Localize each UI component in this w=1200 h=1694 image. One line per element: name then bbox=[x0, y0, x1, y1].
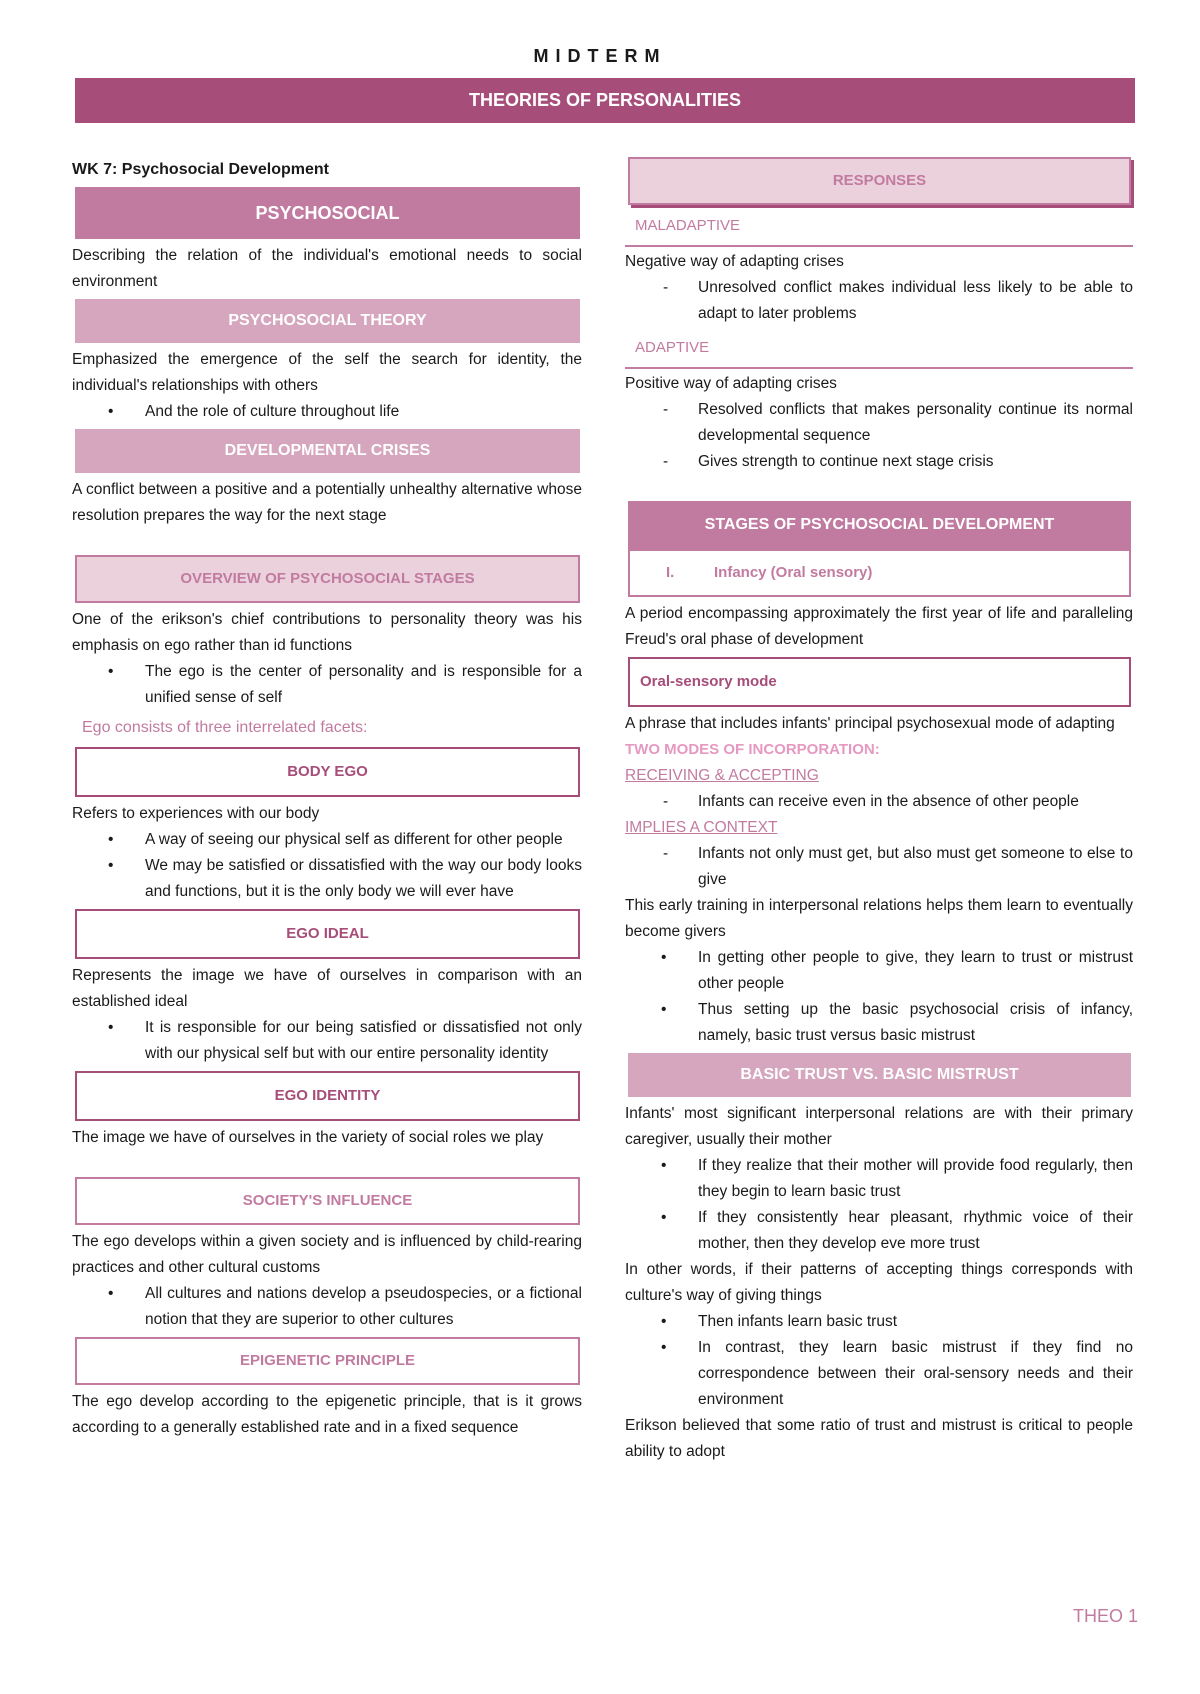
overview-text: One of the erikson's chief contributions to personality theory was his emphasis on ego rather than id functions bbox=[72, 611, 582, 654]
list-item: • Thus setting up the basic psychosocial crisis of infancy, namely, basic trust versus basic mistrust bbox=[625, 997, 1133, 1049]
psychosocial-theory-text: Emphasized the emergence of the self the search for identity, the individual's relationships with others bbox=[72, 351, 582, 394]
right-column bbox=[625, 157, 1133, 1465]
list-item: - Resolved conflicts that makes personality continue its normal developmental sequence bbox=[625, 397, 1133, 449]
list-item: • All cultures and nations develop a pseudospecies, or a fictional notion that they are superior to other cultures bbox=[72, 1281, 582, 1333]
developmental-crises-heading: DEVELOPMENTAL CRISES bbox=[75, 429, 580, 473]
list-item: • And the role of culture throughout life bbox=[72, 399, 582, 425]
ego-identity-heading: EGO IDENTITY bbox=[75, 1071, 580, 1121]
epigenetic-principle-text: The ego develop according to the epigenetic principle, that is it grows according to a generally established rate and in a fixed sequence bbox=[72, 1393, 582, 1436]
society-influence-heading: SOCIETY'S INFLUENCE bbox=[75, 1177, 580, 1225]
society-influence-text: The ego develops within a given society and is influenced by child-rearing practices and other cultural customs bbox=[72, 1233, 582, 1276]
page-title: MIDTERM bbox=[533, 46, 667, 66]
list-item: - Infants not only must get, but also must get someone to else to give bbox=[625, 841, 1133, 893]
ego-ideal-heading: EGO IDEAL bbox=[75, 909, 580, 959]
maladaptive-list bbox=[625, 275, 1133, 327]
oral-sensory-text: A phrase that includes infants' principal psychosexual mode of adapting bbox=[625, 715, 1115, 732]
list-item: - Infants can receive even in the absence of other people bbox=[625, 789, 1133, 815]
basic-trust-text: Infants' most significant interpersonal relations are with their primary caregiver, usually their mother bbox=[625, 1105, 1133, 1148]
mode-implies-context: IMPLIES A CONTEXT bbox=[625, 819, 778, 836]
list-item: - Gives strength to continue next stage crisis bbox=[625, 449, 1133, 475]
oral-sensory-heading: Oral-sensory mode bbox=[628, 657, 1131, 707]
list-item: • The ego is the center of personality and is responsible for a unified sense of self bbox=[72, 659, 582, 711]
stages-heading: STAGES OF PSYCHOSOCIAL DEVELOPMENT bbox=[628, 501, 1131, 549]
adaptive-list bbox=[625, 397, 1133, 475]
developmental-crises-text: A conflict between a positive and a potentially unhealthy alternative whose resolution prepares the way for the next stage bbox=[72, 481, 582, 524]
footer-label: THEO 1 bbox=[1072, 1606, 1138, 1626]
left-column bbox=[72, 157, 582, 1441]
infancy-number: I. bbox=[666, 564, 675, 581]
ego-facets-subheading: Ego consists of three interrelated facets: bbox=[82, 719, 368, 736]
adaptive-text: Positive way of adapting crises bbox=[625, 375, 837, 392]
mode1-list bbox=[625, 789, 1133, 815]
adaptive-label: ADAPTIVE bbox=[635, 339, 710, 356]
list-item: • In getting other people to give, they learn to trust or mistrust other people bbox=[625, 945, 1133, 997]
modes-heading: TWO MODES OF INCORPORATION: bbox=[625, 741, 880, 758]
overview-list bbox=[72, 659, 582, 711]
list-item: • In contrast, they learn basic mistrust if they find no correspondence between their oral-sensory needs and their environment bbox=[625, 1335, 1133, 1413]
divider bbox=[625, 245, 1133, 247]
basic-trust-heading: BASIC TRUST VS. BASIC MISTRUST bbox=[628, 1053, 1131, 1097]
psychosocial-theory-list bbox=[72, 399, 582, 425]
list-item: • It is responsible for our being satisfied or dissatisfied not only with our physical self but with our entire personality identity bbox=[72, 1015, 582, 1067]
divider bbox=[625, 367, 1133, 369]
ego-ideal-list bbox=[72, 1015, 582, 1067]
list-item: • Then infants learn basic trust bbox=[625, 1309, 1133, 1335]
psychosocial-text: Describing the relation of the individual's emotional needs to social environment bbox=[72, 247, 582, 290]
list-item: • If they consistently hear pleasant, rhythmic voice of their mother, then they develop eve more trust bbox=[625, 1205, 1133, 1257]
body-ego-heading: BODY EGO bbox=[75, 747, 580, 797]
body-ego-list bbox=[72, 827, 582, 905]
week-heading: WK 7: Psychosocial Development bbox=[72, 161, 329, 178]
basic-trust-text-2: In other words, if their patterns of accepting things corresponds with culture's way of giving things bbox=[625, 1261, 1133, 1304]
basic-trust-text-3: Erikson believed that some ratio of trust and mistrust is critical to people ability to adopt bbox=[625, 1417, 1133, 1460]
infancy-text: A period encompassing approximately the first year of life and paralleling Freud's oral phase of development bbox=[625, 605, 1133, 648]
mode2-list bbox=[625, 841, 1133, 893]
psychosocial-theory-heading: PSYCHOSOCIAL THEORY bbox=[75, 299, 580, 343]
responses-heading: RESPONSES bbox=[628, 157, 1131, 205]
mode-receiving-accepting: RECEIVING & ACCEPTING bbox=[625, 767, 819, 784]
oral-sensory-list bbox=[625, 945, 1133, 1049]
epigenetic-principle-heading: EPIGENETIC PRINCIPLE bbox=[75, 1337, 580, 1385]
list-item: • If they realize that their mother will provide food regularly, then they begin to learn basic trust bbox=[625, 1153, 1133, 1205]
ego-ideal-text: Represents the image we have of ourselves in comparison with an established ideal bbox=[72, 967, 582, 1010]
basic-trust-list bbox=[625, 1153, 1133, 1257]
basic-trust-list-2 bbox=[625, 1309, 1133, 1413]
list-item: - Unresolved conflict makes individual less likely to be able to adapt to later problems bbox=[625, 275, 1133, 327]
psychosocial-heading: PSYCHOSOCIAL bbox=[75, 187, 580, 239]
body-ego-text: Refers to experiences with our body bbox=[72, 805, 320, 822]
overview-heading: OVERVIEW OF PSYCHOSOCIAL STAGES bbox=[75, 555, 580, 603]
infancy-label: Infancy (Oral sensory) bbox=[714, 564, 873, 581]
society-influence-list bbox=[72, 1281, 582, 1333]
list-item: • A way of seeing our physical self as different for other people bbox=[72, 827, 582, 853]
main-banner: THEORIES OF PERSONALITIES bbox=[75, 78, 1135, 123]
oral-sensory-text-2: This early training in interpersonal relations helps them learn to eventually become givers bbox=[625, 897, 1133, 940]
list-item: • We may be satisfied or dissatisfied with the way our body looks and functions, but it is the only body we will ever have bbox=[72, 853, 582, 905]
ego-identity-text: The image we have of ourselves in the variety of social roles we play bbox=[72, 1129, 544, 1146]
maladaptive-label: MALADAPTIVE bbox=[635, 217, 741, 234]
maladaptive-text: Negative way of adapting crises bbox=[625, 253, 844, 270]
infancy-heading bbox=[628, 549, 1131, 597]
